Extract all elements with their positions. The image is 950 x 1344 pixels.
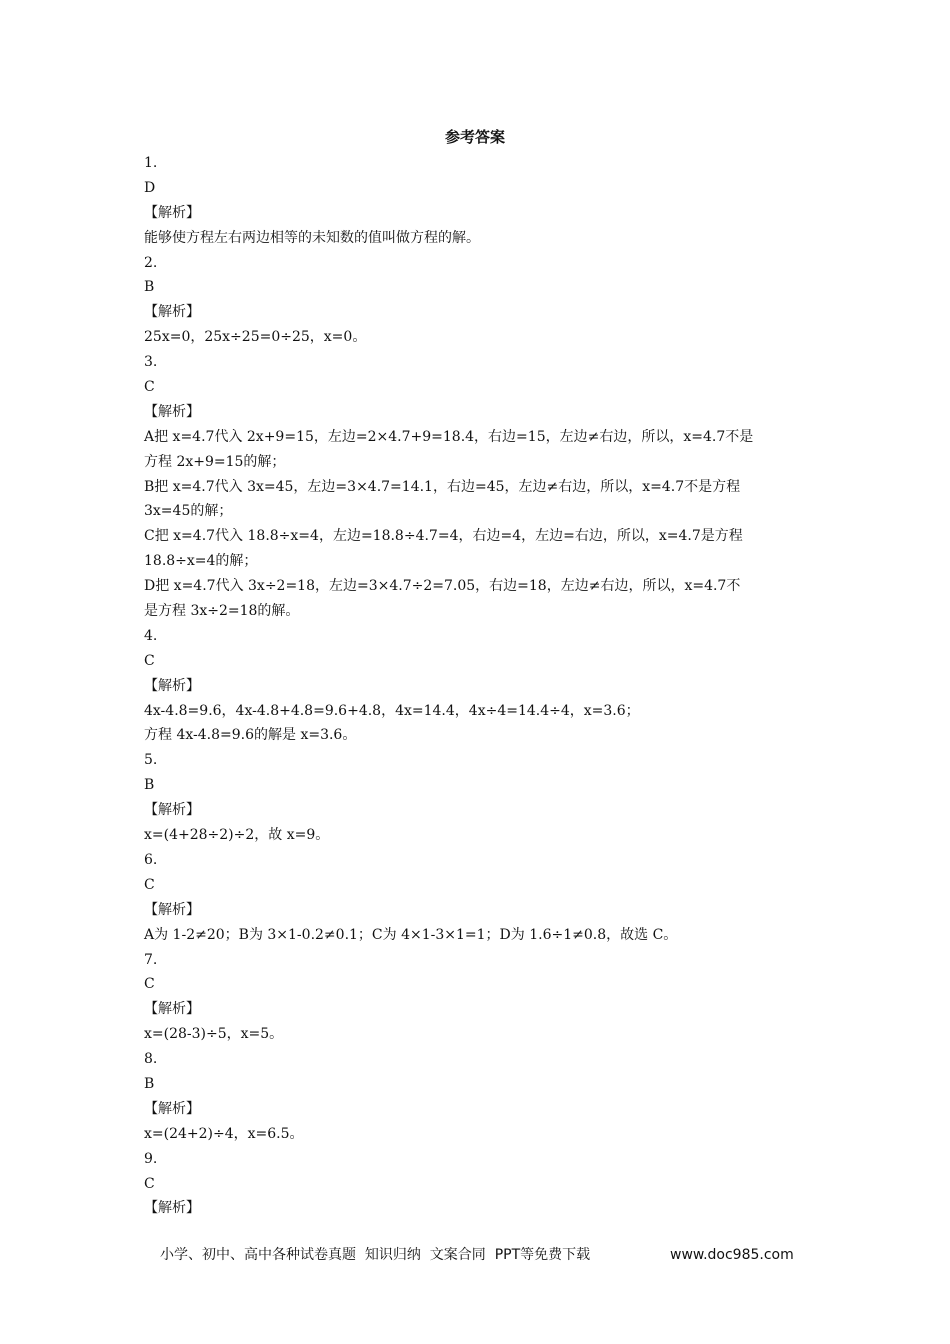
page-title: 参考答案 (444, 128, 505, 146)
document-line: 3. (144, 354, 158, 371)
document-line: 方程 2x+9=15的解； (144, 453, 286, 470)
document-line: 【解析】 (144, 802, 200, 819)
document-line: 9. (144, 1150, 158, 1167)
document-line: A为 1-2≠20；B为 3×1-0.2≠0.1；C为 4×1-3×1=1；D为 1.6÷1≠0.8，故选 C。 (144, 926, 678, 943)
document-line: 5. (144, 752, 158, 769)
footer-link[interactable]: www.doc985.com (670, 1247, 794, 1263)
document-line: C (144, 652, 155, 669)
document-line: 18.8÷x=4的解； (144, 553, 258, 570)
document-line: x=(28-3)÷5，x=5。 (144, 1026, 284, 1043)
document-line: B (144, 1075, 155, 1092)
document-line: 【解析】 (144, 1001, 200, 1018)
document-line: C (144, 1175, 155, 1192)
document-line: C (144, 379, 155, 396)
document-line: 【解析】 (144, 677, 200, 694)
document-line: 【解析】 (144, 1100, 200, 1117)
document-line: 1. (144, 155, 158, 171)
document-line: B (144, 777, 155, 794)
document-line: C (144, 876, 155, 893)
document-line: C (144, 976, 155, 993)
document-line: 8. (144, 1051, 158, 1068)
document-line: D (144, 179, 156, 196)
document-line: x=(24+2)÷4，x=6.5。 (144, 1125, 304, 1142)
document-line: B (144, 279, 155, 296)
document-line: 25x=0，25x÷25=0÷25，x=0。 (144, 329, 367, 346)
document-line: 4. (144, 627, 158, 644)
footer-text: 小学、初中、高中各种试卷真题 知识归纳 文案合同 PPT等免费下载 (160, 1247, 591, 1263)
document-line: 7. (144, 951, 158, 968)
document-line: 3x=45的解； (144, 503, 233, 520)
document-line: C把 x=4.7代入 18.8÷x=4，左边=18.8÷4.7=4，右边=4，左边=右边，所以，x=4.7是方程 (144, 528, 743, 545)
document-line: 6. (144, 851, 158, 868)
document-body (144, 151, 808, 1221)
document-line: A把 x=4.7代入 2x+9=15，左边=2×4.7+9=18.4，右边=15，左边≠右边，所以，x=4.7不是 (144, 428, 754, 445)
document-line: 【解析】 (144, 304, 200, 321)
document-line: 4x-4.8=9.6，4x-4.8+4.8=9.6+4.8，4x=14.4，4x÷4=14.4÷4，x=3.6； (144, 702, 640, 719)
document-line: 方程 4x-4.8=9.6的解是 x=3.6。 (144, 727, 357, 744)
document-line: x=(4+28÷2)÷2，故 x=9。 (144, 827, 330, 844)
document-line: B把 x=4.7代入 3x=45，左边=3×4.7=14.1，右边=45，左边≠右边，所以，x=4.7不是方程 (144, 478, 741, 495)
document-line: 是方程 3x÷2=18的解。 (144, 603, 300, 620)
document-line: D把 x=4.7代入 3x÷2=18，左边=3×4.7÷2=7.05，右边=18，左边≠右边，所以，x=4.7不 (144, 578, 741, 595)
document-line: 【解析】 (144, 901, 200, 918)
document-line: 能够使方程左右两边相等的未知数的值叫做方程的解。 (144, 229, 480, 246)
document-line: 【解析】 (144, 403, 200, 420)
document-line: 【解析】 (144, 204, 200, 221)
document-line: 2. (144, 254, 158, 271)
document-line: 【解析】 (144, 1200, 200, 1217)
